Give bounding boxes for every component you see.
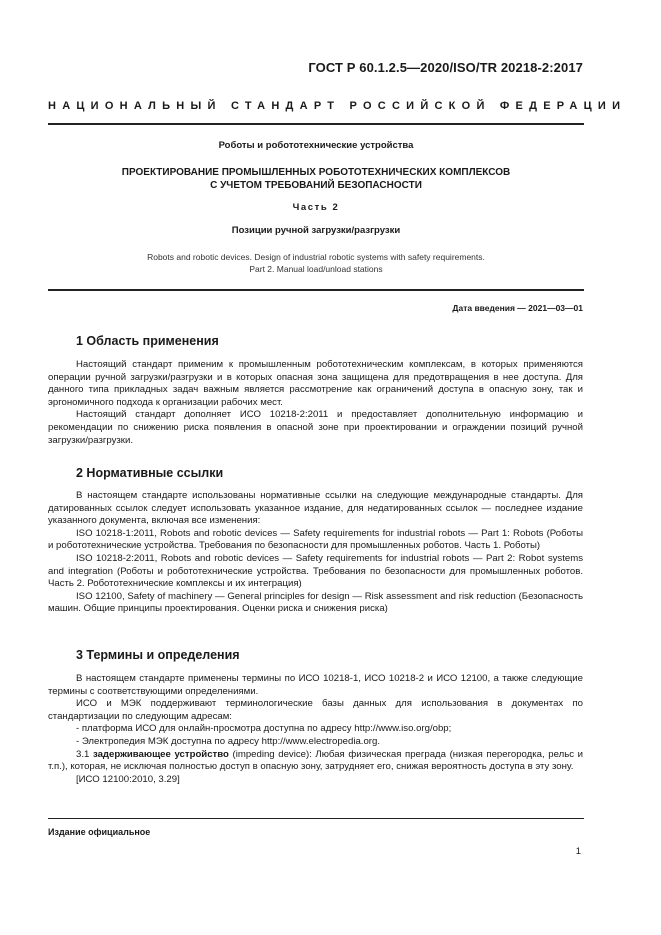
introduction-date: Дата введения — 2021—03—01 — [452, 303, 583, 313]
english-title-line2: Part 2. Manual load/unload stations — [249, 264, 383, 274]
paragraph: Настоящий стандарт применим к промышленным робототехническим комплексам, в которых применяются операции ручной загрузки/разгрузки и в которых опасная зона защищена для предотвращения в нее доступа. Для данного типа прикладных задач важным является рассмотрение как ограничений доступа в опасную зону, так и эргономичного подхода к организации рабочих мест. — [48, 359, 583, 408]
term-definition — [48, 749, 583, 774]
list-item: - платформа ИСО для онлайн-просмотра доступна по адресу http://www.iso.org/obp; — [76, 723, 452, 735]
document-title-line1: ПРОЕКТИРОВАНИЕ ПРОМЫШЛЕННЫХ РОБОТОТЕХНИЧЕСКИХ КОМПЛЕКСОВ — [121, 167, 511, 178]
document-title-line2: С УЧЕТОМ ТРЕБОВАНИЙ БЕЗОПАСНОСТИ — [210, 180, 422, 191]
part-subtitle: Позиции ручной загрузки/разгрузки — [231, 225, 401, 236]
national-standard-banner: НАЦИОНАЛЬНЫЙ СТАНДАРТ РОССИЙСКОЙ ФЕДЕРАЦИИ — [48, 100, 627, 112]
term-name: задерживающее устройство — [92, 748, 229, 760]
top-divider — [48, 123, 584, 125]
term-definition-text: (impeding device): Любая физическая преграда (низкая перегородка, рельс и т.п.), которая, не исключая полностью доступ в опасную зону, затрудняет его, снижая вероятность доступа в эту зону. — [48, 748, 583, 773]
english-title-line1: Robots and robotic devices. Design of industrial robotic systems with safety requirements. — [147, 252, 485, 262]
part-label: Часть 2 — [292, 202, 340, 213]
document-title — [48, 166, 584, 192]
footer-divider — [48, 818, 584, 819]
section-2-heading: 2 Нормативные ссылки — [76, 466, 224, 480]
page-number: 1 — [575, 846, 581, 857]
reference-item: ISO 10218-2:2011, Robots and robotic devices — Safety requirements for industrial robots — Part 2: Robot systems and integration (Роботы и робототехнические устройства. Требования по безопасности для промышленных роботов. Часть 2. Робототехнические комплексы и их интеграция) — [48, 552, 583, 590]
section-3-body — [48, 673, 583, 786]
paragraph: ИСО и МЭК поддерживают терминологические базы данных для использования в документах по стандартизации по следующим адресам: — [48, 698, 583, 722]
reference-item: ISO 10218-1:2011, Robots and robotic devices — Safety requirements for industrial robots — Part 1: Robots (Роботы и робототехнические устройства. Требования по безопасности для промышленных роботов. Часть 1. Роботы) — [48, 527, 583, 552]
paragraph: В настоящем стандарте применены термины по ИСО 10218-1, ИСО 10218-2 и ИСО 12100, а также следующие термины с соответствующими определениями. — [48, 673, 583, 697]
term-number: 3.1 — [76, 748, 90, 760]
list-item: - Электропедия МЭК доступна по адресу http://www.electropedia.org. — [76, 735, 380, 747]
section-1-body — [48, 359, 583, 447]
paragraph: Настоящий стандарт дополняет ИСО 10218-2:2011 и предоставляет дополнительную информацию и рекомендации по снижению риска появления в опасной зоне при проектировании и ограждении позиций ручной загрузки/разгрузки. — [48, 409, 583, 446]
section-3-heading: 3 Термины и определения — [76, 648, 240, 662]
paragraph: В настоящем стандарте использованы нормативные ссылки на следующие международные стандарты. Для датированных ссылок следует использовать указанное издание, для недатированных ссылок — последнее издание указанного документа, включая все изменения: — [48, 490, 583, 527]
section-1-heading: 1 Область применения — [76, 334, 219, 348]
english-title — [48, 251, 584, 275]
title-divider — [48, 289, 584, 291]
term-source: [ИСО 12100:2010, 3.29] — [76, 773, 180, 785]
edition-label: Издание официальное — [48, 827, 151, 837]
reference-item: ISO 12100, Safety of machinery — General principles for design — Risk assessment and risk reduction (Безопасность машин. Общие принципы проектирования. Оценки риска и снижения риска) — [48, 590, 583, 615]
series-title: Роботы и робототехнические устройства — [218, 140, 414, 151]
gost-code: ГОСТ Р 60.1.2.5—2020/ISO/TR 20218-2:2017 — [308, 60, 583, 75]
section-2-body — [48, 490, 583, 616]
